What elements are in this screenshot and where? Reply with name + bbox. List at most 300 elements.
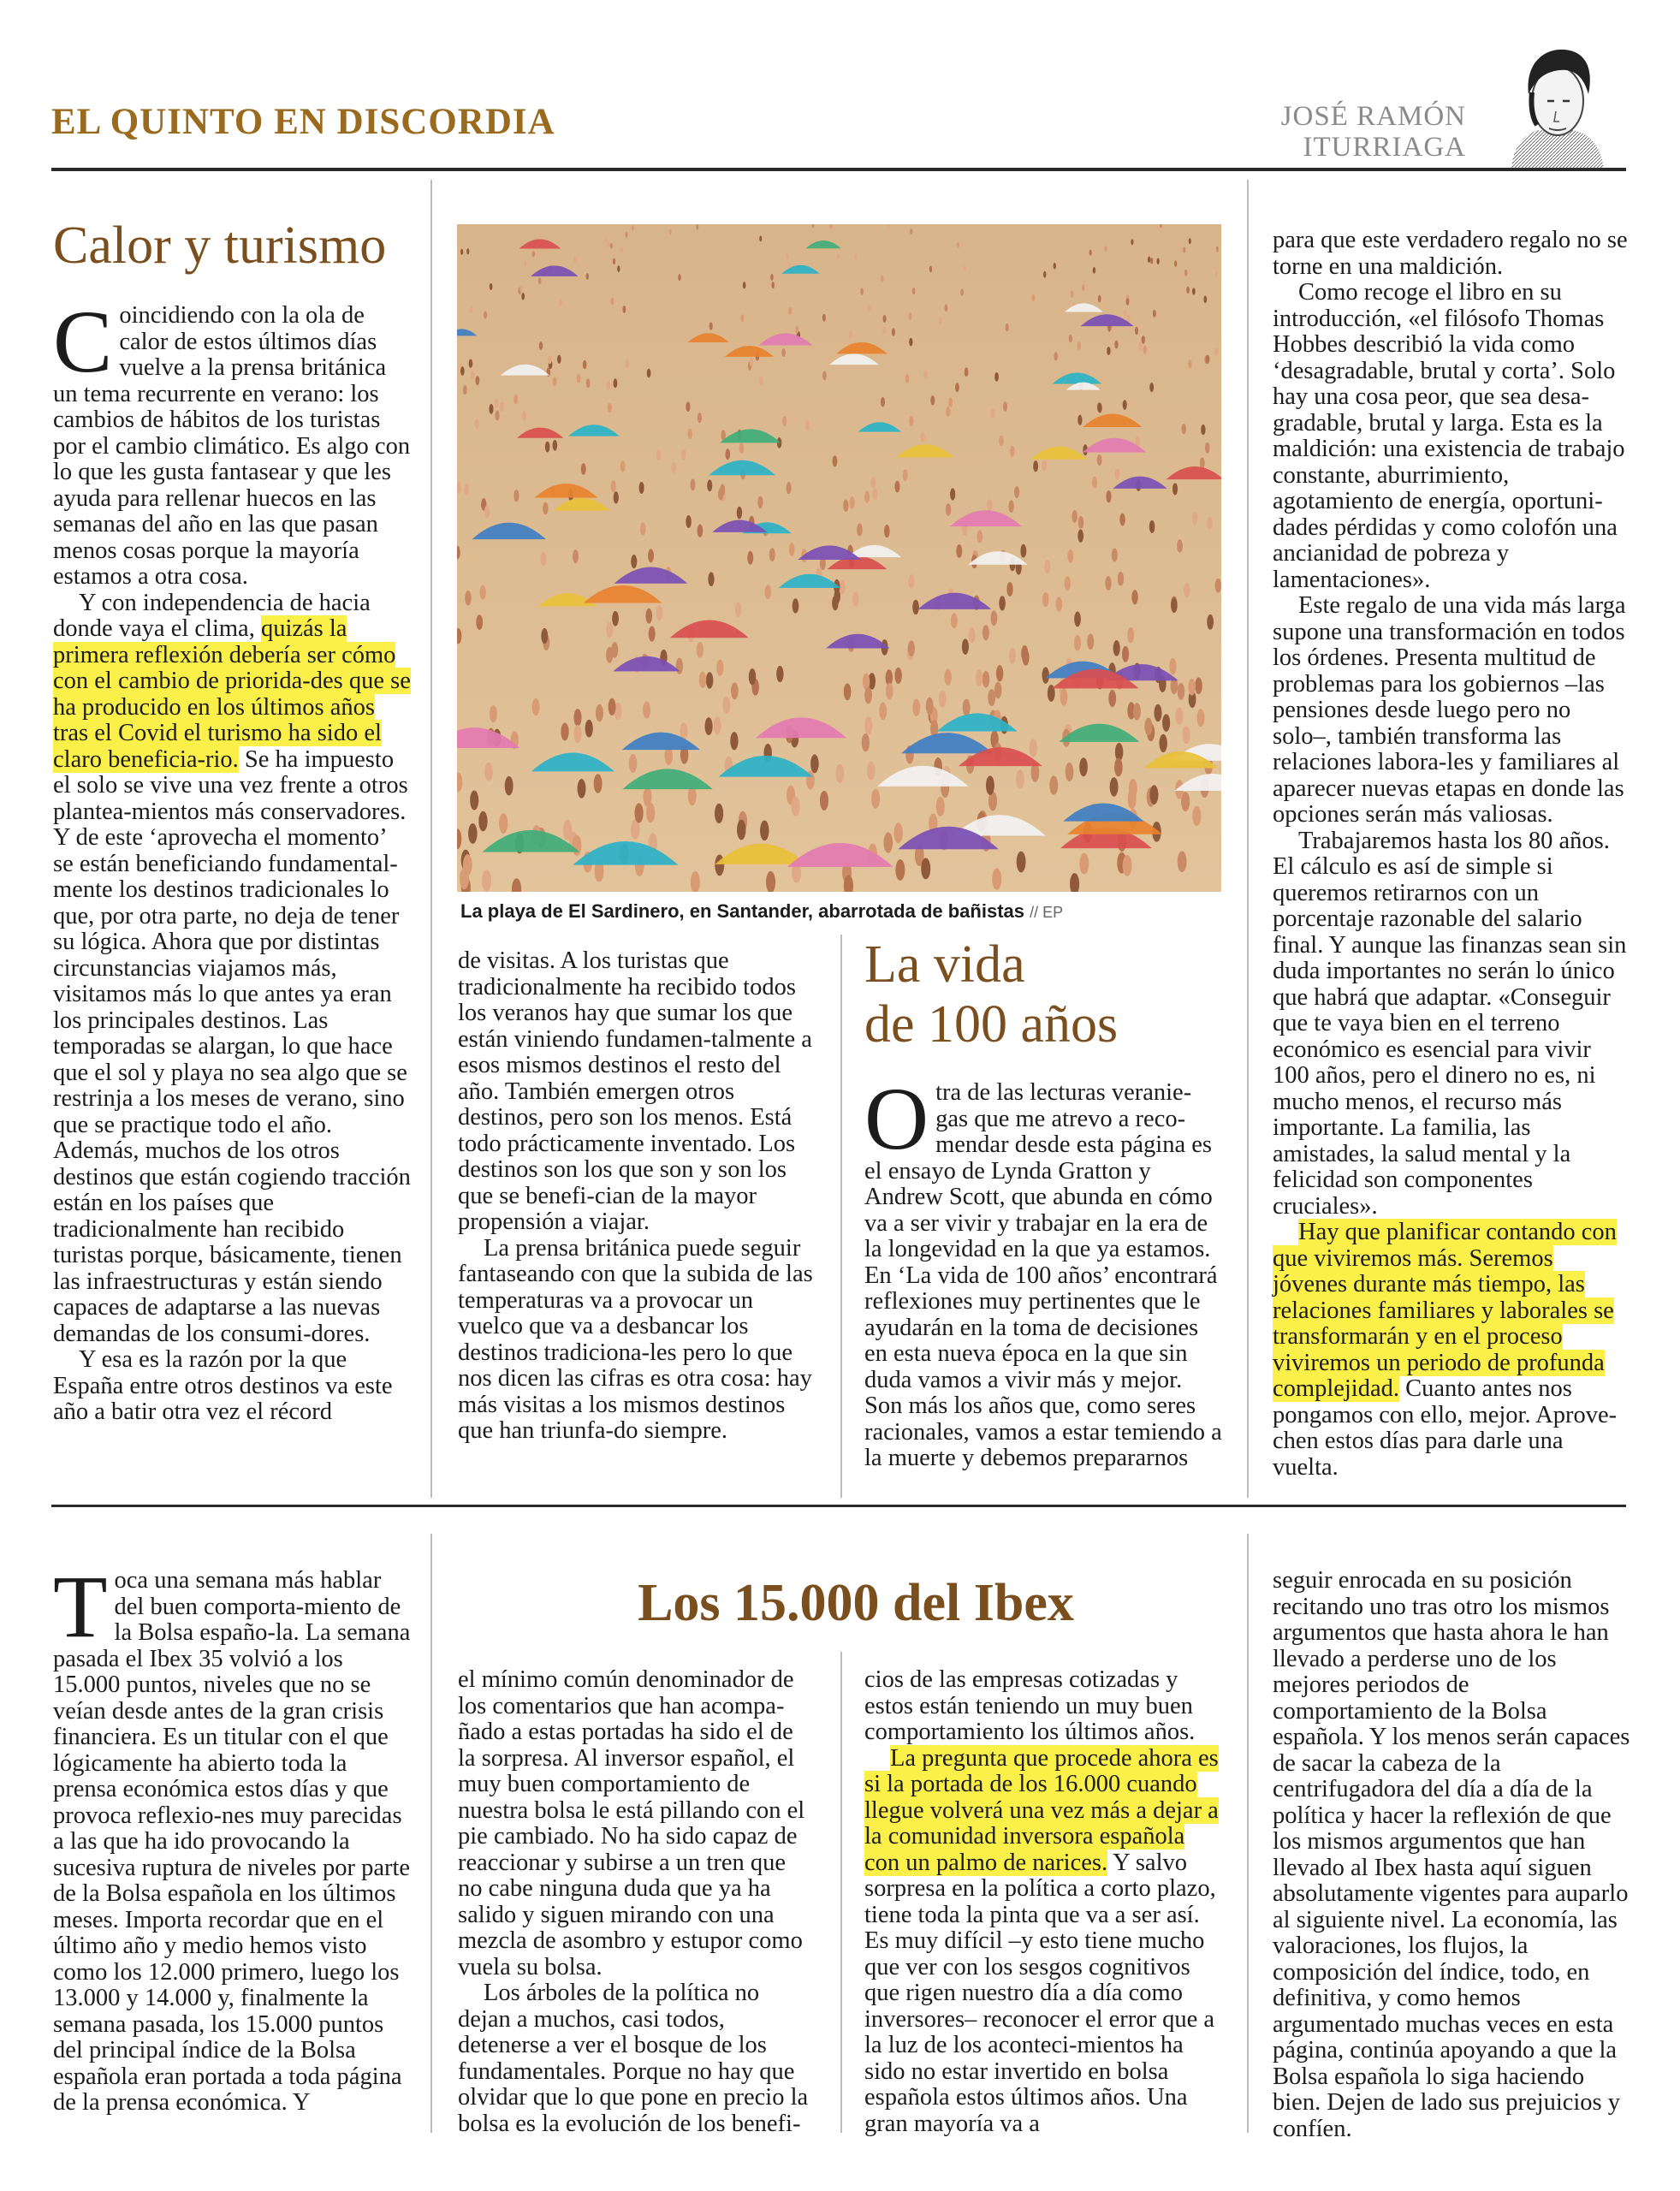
article3-paragraph: seguir enrocada en su posición recitando uno tras otro los mismos argumentos que hasta ahora le han llevado a perderse uno de los mejores periodos de comportamiento de la Bolsa española. Y los menos serán capaces de sacar la cabeza de la centrifugadora del día a día de la política y hacer la reflexión de que los mismos argumentos que han llevado al Ibex hasta aquí siguen absolutamente vigentes para auparlo al siguiente nivel. La economía, las valoraciones, los flujos, la composición del índice, todo, en definitiva, y como hemos argumentado muchas veces en esta página, continúa apoyando a que la Bolsa española lo siga haciendo bien. Dejen de lado sus prejuicios y confíen. xyxy=(1273,1567,1630,2142)
beachgoer-figure xyxy=(1127,314,1131,322)
beachgoer-figure xyxy=(706,672,714,689)
beachgoer-figure xyxy=(479,585,485,600)
beachgoer-figure xyxy=(936,797,945,816)
beachgoer-figure xyxy=(460,366,465,376)
beachgoer-figure xyxy=(1071,290,1074,297)
beachgoer-figure xyxy=(557,355,561,364)
beachgoer-figure xyxy=(1003,401,1007,412)
beachgoer-figure xyxy=(470,791,478,810)
beachgoer-figure xyxy=(1114,341,1118,349)
beachgoer-figure xyxy=(586,378,591,388)
beachgoer-figure xyxy=(521,293,525,300)
beachgoer-figure xyxy=(725,448,730,460)
beachgoer-figure xyxy=(522,411,526,421)
dropcap: O xyxy=(864,1070,929,1168)
beachgoer-figure xyxy=(505,776,513,796)
photo-caption xyxy=(460,900,1063,923)
beachgoer-figure xyxy=(864,491,870,503)
beachgoer-figure xyxy=(1149,785,1158,805)
beachgoer-figure xyxy=(610,243,613,249)
beachgoer-figure xyxy=(996,665,1003,681)
headline-la-vida-de-100-anos xyxy=(864,935,1118,1054)
beachgoer-figure xyxy=(946,407,950,417)
beachgoer-figure xyxy=(844,683,852,700)
beachgoer-figure xyxy=(620,460,626,472)
beachgoer-figure xyxy=(648,549,654,562)
beachgoer-figure xyxy=(1169,658,1176,674)
beachgoer-figure xyxy=(1215,579,1221,593)
article2-paragraph xyxy=(864,1070,1222,1472)
beachgoer-figure xyxy=(709,322,713,330)
column-divider xyxy=(1247,180,1249,1498)
beachgoer-figure xyxy=(1079,757,1088,776)
highlighted-text: quizás la primera reflexión debería ser cómo con el cambio de priorida-des que se ha producido en los últimos años tras el Covid el turismo ha sido el claro beneficia-rio. xyxy=(53,615,411,773)
beachgoer-figure xyxy=(686,401,690,412)
beachgoer-figure xyxy=(1072,510,1077,523)
beachgoer-figure xyxy=(1097,454,1102,466)
beachgoer-figure xyxy=(573,835,582,856)
article2-column1 xyxy=(864,1070,1222,1472)
caption-text: La playa de El Sardinero, en Santander, abarrotada de bañistas xyxy=(460,900,1025,922)
paragraph-text: oca una semana más hablar del buen comporta-miento de la Bolsa españo-la. La semana pasada el Ibex 35 volvió a los 15.000 puntos, niveles que no se veían desde antes de la gran crisis financiera. Es un titular con el que lógicamente ha abierto toda la prensa económica estos días y que provoca reflexio-nes muy parecidas a las que ha ido provocando la sucesiva ruptura de niveles por parte de la Bolsa española en los últimos meses. Importa recordar que en el último año y medio hemos visto como los 12.000 primero, luego los 13.000 y 14.000 y, finalmente la semana pasada, los 15.000 puntos del principal índice de la Bolsa española eran portada a toda página de la prensa económica. Y xyxy=(53,1567,411,2116)
beachgoer-figure xyxy=(843,499,848,511)
beachgoer-figure xyxy=(870,477,876,489)
beachgoer-figure xyxy=(1123,400,1127,410)
beachgoer-figure xyxy=(881,397,885,407)
beachgoer-figure xyxy=(822,314,826,322)
beachgoer-figure xyxy=(1160,734,1167,752)
beachgoer-figure xyxy=(646,803,655,822)
beachgoer-figure xyxy=(1069,335,1072,343)
beachgoer-figure xyxy=(987,499,992,511)
beachgoer-figure xyxy=(835,764,844,783)
column-divider xyxy=(1247,1534,1249,2133)
article2-paragraph: Este regalo de una vida más larga supone una transformación en todos los órdenes. Presenta multitud de problemas para los gobiernos –las pensiones desde luego pero no solo–, también transforma las relaciones labora-les y familiares al aparecer nuevas etapas en donde las opciones serán más valiosas. xyxy=(1273,592,1626,828)
beachgoer-figure xyxy=(776,666,783,682)
beachgoer-figure xyxy=(585,720,593,738)
beachgoer-figure xyxy=(893,822,902,843)
beachgoer-figure xyxy=(573,725,581,743)
beachgoer-figure xyxy=(1066,763,1074,781)
beachgoer-figure xyxy=(469,359,473,367)
beachgoer-figure xyxy=(787,482,792,494)
beachgoer-figure xyxy=(620,247,623,253)
column-divider xyxy=(840,1652,842,2133)
dropcap: T xyxy=(53,1558,108,1656)
beachgoer-figure xyxy=(1122,646,1129,662)
beachgoer-figure xyxy=(524,260,526,267)
beachgoer-figure xyxy=(594,774,603,793)
beachgoer-figure xyxy=(460,868,469,889)
beachgoer-figure xyxy=(930,395,935,405)
photo-credit: // EP xyxy=(1030,904,1064,921)
beachgoer-figure xyxy=(743,282,746,288)
beachgoer-figure xyxy=(611,480,616,492)
beachgoer-figure xyxy=(1074,635,1081,650)
beachgoer-figure xyxy=(871,789,880,809)
author-last-name: ITURRIAGA xyxy=(1303,132,1466,163)
beachgoer-figure xyxy=(1207,517,1213,530)
beachgoer-figure xyxy=(617,265,620,272)
beachgoer-figure xyxy=(1021,645,1028,662)
beachgoer-figure xyxy=(910,229,912,235)
beachgoer-figure xyxy=(513,395,518,404)
beachgoer-figure xyxy=(631,555,637,568)
beach-photo xyxy=(457,224,1221,892)
beachgoer-figure xyxy=(1189,238,1191,244)
beachgoer-figure xyxy=(920,431,924,442)
beachgoer-figure xyxy=(1042,592,1049,607)
article3-paragraph: el mínimo común denominador de los comentarios que han acompa-ñado a estas portadas ha sido el de la sorpresa. Al inversor español, el muy buen comportamiento de nuestra bolsa le está pillando con el pie cambiado. No ha sido capaz de reaccionar y subirse a un tren que no cabe ninguna duda que ya ha salido y siguen mirando con una mezcla de asombro y estupor como vuela su bolsa. xyxy=(458,1666,805,1980)
beachgoer-figure xyxy=(1184,583,1190,597)
beachgoer-figure xyxy=(1206,355,1209,364)
beachgoer-figure xyxy=(634,803,643,822)
beachgoer-figure xyxy=(1182,424,1186,434)
beachgoer-figure xyxy=(1042,667,1048,683)
beachgoer-figure xyxy=(839,580,845,595)
beachgoer-figure xyxy=(1149,520,1155,533)
beachgoer-figure xyxy=(629,754,638,773)
beachgoer-figure xyxy=(976,669,983,686)
beachgoer-figure xyxy=(1172,483,1178,495)
beachgoer-figure xyxy=(955,383,959,392)
beachgoer-figure xyxy=(1017,852,1026,873)
beachgoer-figure xyxy=(1115,468,1120,480)
beachgoer-figure xyxy=(468,823,477,844)
beachgoer-figure xyxy=(697,642,703,658)
beachgoer-figure xyxy=(484,763,493,781)
beachgoer-figure xyxy=(1178,683,1185,700)
beachgoer-figure xyxy=(1042,460,1047,471)
paragraph-text: Y con independencia de hacia donde vaya el clima, xyxy=(53,589,371,642)
beachgoer-figure xyxy=(1079,853,1089,875)
beachgoer-figure xyxy=(1009,648,1016,664)
beachgoer-figure xyxy=(903,470,908,482)
beachgoer-figure xyxy=(681,448,686,460)
article2-paragraph: para que este verdadero regalo no se torne en una maldición. xyxy=(1273,227,1628,280)
beachgoer-figure xyxy=(795,325,798,333)
beachgoer-figure xyxy=(982,625,989,640)
beachgoer-figure xyxy=(771,282,775,288)
beachgoer-figure xyxy=(632,225,634,231)
article3-paragraph xyxy=(53,1558,411,2117)
beachgoer-figure xyxy=(912,288,916,294)
beachgoer-figure xyxy=(731,682,739,699)
beachgoer-figure xyxy=(1010,446,1015,457)
beachgoer-figure xyxy=(950,488,955,500)
article2-paragraph xyxy=(1273,1220,1630,1481)
article1-paragraph: La prensa británica puede seguir fantaseando con que la subida de las temperaturas va a provocar un vuelco que va a desbancar los destinos tradiciona-les pero lo que nos dicen las cifras es otra cosa: hay más visitas a los mismos destinos que han triunfa-do siempre. xyxy=(458,1234,813,1444)
paragraph-text: tra de las lecturas veranie-gas que me atrevo a reco-mendar desde esta página es el ensayo de Lynda Gratton y Andrew Scott, que abunda en cómo va a ser vivir y trabajar en la era de la longevidad en la que ya estamos. En ‘La vida de 100 años’ encontrará reflexiones muy pertinentes que le ayudarán en la toma de decisiones en esta nueva época en la que sin duda vamos a vivir más y mejor. Son más los años que, como seres racionales, vamos a estar temiendo a la muerte y debemos prepararnos xyxy=(864,1079,1222,1471)
beachgoer-figure xyxy=(788,307,792,315)
beachgoer-figure xyxy=(895,859,905,881)
article1-paragraph: Y esa es la razón por la que España entre otros destinos va este año a batir otra vez el récord xyxy=(53,1346,393,1425)
beachgoer-figure xyxy=(622,306,626,313)
article1-column2 xyxy=(458,948,816,1445)
beachgoer-figure xyxy=(538,277,542,284)
beachgoer-figure xyxy=(909,416,913,426)
beachgoer-figure xyxy=(613,258,615,264)
column-divider xyxy=(430,1534,432,2133)
beachgoer-figure xyxy=(1148,256,1150,262)
beachgoer-figure xyxy=(656,449,662,460)
beachgoer-figure xyxy=(939,317,942,324)
beachgoer-figure xyxy=(1155,704,1162,721)
beachgoer-figure xyxy=(581,463,586,474)
headline-line: de 100 años xyxy=(864,995,1119,1054)
beachgoer-figure xyxy=(1106,490,1111,502)
beachgoer-figure xyxy=(854,254,857,260)
beachgoer-figure xyxy=(1123,855,1132,876)
beachgoer-figure xyxy=(1098,295,1101,303)
beachgoer-figure xyxy=(787,252,789,258)
beachgoer-figure xyxy=(759,377,763,386)
beachgoer-figure xyxy=(1082,284,1085,291)
beachgoer-figure xyxy=(482,870,491,891)
beachgoer-figure xyxy=(912,699,920,716)
beachgoer-figure xyxy=(1201,425,1205,435)
beachgoer-figure xyxy=(715,854,724,876)
article3-paragraph: Los árboles de la política no dejan a muchos, casi todos, detenerse a ver el bosque de los fundamentales. Porque no hay que olvidar que lo que pone en precio la bolsa es la evolución de los benefi- xyxy=(458,1980,809,2137)
beachgoer-figure xyxy=(769,548,775,561)
beachgoer-figure xyxy=(969,627,976,643)
beachgoer-figure xyxy=(541,552,547,566)
beachgoer-figure xyxy=(781,348,785,357)
beachgoer-figure xyxy=(1171,598,1178,613)
beachgoer-figure xyxy=(1205,442,1210,454)
beachgoer-figure xyxy=(1215,271,1218,278)
beachgoer-figure xyxy=(1049,775,1058,795)
beachgoer-figure xyxy=(792,797,800,816)
beachgoer-figure xyxy=(1112,549,1118,562)
beachgoer-figure xyxy=(1108,690,1116,707)
beachgoer-figure xyxy=(881,276,883,282)
beachgoer-figure xyxy=(999,436,1004,447)
beachgoer-figure xyxy=(573,709,581,727)
beachgoer-figure xyxy=(561,722,568,740)
beachgoer-figure xyxy=(1043,271,1046,278)
beachgoer-figure xyxy=(574,257,577,263)
beachgoer-figure xyxy=(605,237,608,243)
beachgoer-figure xyxy=(532,251,535,257)
beachgoer-figure xyxy=(484,506,490,519)
beachgoer-figure xyxy=(749,668,756,685)
beachgoer-figure xyxy=(1114,757,1123,776)
beachgoer-figure xyxy=(546,368,550,377)
beachgoer-figure xyxy=(1030,739,1037,757)
beachgoer-figure xyxy=(611,642,618,658)
beachgoer-figure xyxy=(1077,415,1082,425)
article3-paragraph: cios de las empresas cotizadas y estos están teniendo un muy buen comportamiento los últimos años. xyxy=(864,1666,1196,1745)
beachgoer-figure xyxy=(1074,612,1081,627)
beachgoer-figure xyxy=(1175,707,1183,725)
beachgoer-figure xyxy=(1110,777,1119,797)
beachgoer-figure xyxy=(822,371,827,380)
beachgoer-figure xyxy=(1087,634,1094,650)
section-title: EL QUINTO EN DISCORDIA xyxy=(51,102,555,142)
beachgoer-figure xyxy=(1056,597,1063,611)
column-divider xyxy=(430,180,432,1498)
beachgoer-figure xyxy=(647,369,651,378)
beachgoer-figure xyxy=(640,522,646,535)
article3-column2 xyxy=(458,1667,816,2137)
beachgoer-figure xyxy=(852,591,859,606)
beachgoer-figure xyxy=(626,359,630,368)
beachgoer-figure xyxy=(608,403,612,413)
beachgoer-figure xyxy=(1107,347,1110,355)
beachgoer-figure xyxy=(990,408,994,419)
beachgoer-figure xyxy=(513,490,519,502)
beachgoer-figure xyxy=(475,376,479,385)
beachgoer-figure xyxy=(1139,341,1143,350)
paragraph-text: Cuanto antes nos pongamos con ello, mejor. Aprove-chen estos días para darle una vuelta. xyxy=(1273,1375,1618,1481)
beachgoer-figure xyxy=(909,338,912,347)
beachgoer-figure xyxy=(687,429,692,439)
beachgoer-figure xyxy=(912,600,919,615)
beachgoer-figure xyxy=(882,326,886,334)
beachgoer-figure xyxy=(716,660,723,676)
beachgoer-figure xyxy=(478,811,487,832)
beachgoer-figure xyxy=(545,442,550,453)
beachgoer-figure xyxy=(1216,246,1219,252)
beachgoer-figure xyxy=(894,668,901,684)
beachgoer-figure xyxy=(1127,627,1134,643)
headline-los-15000-del-ibex: Los 15.000 del Ibex xyxy=(638,1574,1074,1632)
beachgoer-figure xyxy=(563,820,572,840)
beachgoer-figure xyxy=(1054,352,1057,360)
beachgoer-figure xyxy=(740,314,744,322)
beachgoer-figure xyxy=(1162,714,1170,732)
article2-column2 xyxy=(1273,228,1630,1481)
beachgoer-figure xyxy=(991,610,998,626)
beachgoer-figure xyxy=(1016,769,1024,788)
beachgoer-figure xyxy=(460,249,463,255)
beachgoer-figure xyxy=(1192,512,1197,525)
beachgoer-figure xyxy=(1008,500,1013,513)
beachgoer-figure xyxy=(789,543,795,556)
beachgoer-figure xyxy=(614,378,618,388)
article1-paragraph xyxy=(53,293,411,591)
beachgoer-figure xyxy=(849,496,854,508)
beachgoer-figure xyxy=(470,306,473,313)
author-name xyxy=(1281,101,1466,163)
beachgoer-figure xyxy=(553,377,557,386)
beachgoer-figure xyxy=(962,638,969,655)
beachgoer-figure xyxy=(963,699,971,716)
beachgoer-figure xyxy=(923,370,928,379)
beachgoer-figure xyxy=(484,312,487,319)
beachgoer-figure xyxy=(757,496,763,508)
beachgoer-figure xyxy=(1174,260,1177,267)
beachgoer-figure xyxy=(951,613,958,628)
highlighted-text: La pregunta que procede ahora es si la portada de los 16.000 cuando llegue volverá una vez más a dejar a la comunidad inversora española con un palmo de narices. xyxy=(864,1744,1219,1876)
header-rule xyxy=(51,168,1626,171)
beachgoer-figure xyxy=(671,462,676,473)
beachgoer-figure xyxy=(864,686,872,704)
beachgoer-figure xyxy=(553,440,558,451)
beachgoer-figure xyxy=(676,658,683,674)
beachgoer-figure xyxy=(1207,615,1214,630)
beachgoer-figure xyxy=(1183,247,1185,253)
beachgoer-figure xyxy=(908,640,915,656)
beachgoer-figure xyxy=(489,404,493,414)
author-portrait xyxy=(1487,41,1624,169)
beachgoer-figure xyxy=(494,399,498,409)
beachgoer-figure xyxy=(583,360,587,369)
beachgoer-figure xyxy=(1006,324,1009,331)
beachgoer-figure xyxy=(1153,310,1156,318)
beachgoer-figure xyxy=(964,265,966,272)
beachgoer-figure xyxy=(1144,718,1152,736)
beachgoer-figure xyxy=(1214,347,1218,356)
beachgoer-figure xyxy=(867,305,870,312)
beachgoer-figure xyxy=(977,530,982,543)
beachgoer-figure xyxy=(1078,516,1084,529)
beachgoer-figure xyxy=(1067,549,1073,563)
beachgoer-figure xyxy=(1065,576,1071,591)
beachgoer-figure xyxy=(926,698,934,715)
paragraph-text: Y salvo sorpresa en la política a corto plazo, tiene toda la pinta que va a ser así. Es muy difícil –y esto tiene mucho que ver con los sesgos cognitivos que rigen nuestro día a día como inversores– reconocer el error que a la luz de los aconteci-mientos ha sido no estar invertido en bolsa española estos últimos años. Una gran mayoría va a xyxy=(864,1849,1216,2137)
beachgoer-figure xyxy=(908,574,914,589)
beachgoer-figure xyxy=(929,266,932,273)
article3-column3 xyxy=(864,1667,1222,2137)
beachgoer-figure xyxy=(1105,246,1107,252)
beachgoer-figure xyxy=(862,733,870,751)
beachgoer-figure xyxy=(860,288,864,294)
beachgoer-figure xyxy=(1149,383,1154,392)
beachgoer-figure xyxy=(765,585,771,599)
beachgoer-figure xyxy=(884,525,890,537)
article1-paragraph xyxy=(53,591,411,1348)
beachgoer-figure xyxy=(1098,403,1102,413)
beachgoer-figure xyxy=(739,442,745,454)
paragraph-text: oincidiendo con la ola de calor de estos últimos días vuelve a la prensa británica un tema recurrente en verano: los cambios de hábitos de los turistas por el cambio climático. Es algo con lo que les gusta fantasear y que les ayuda para rellenar huecos en las semanas del año en las que pasan menos cosas porque la mayoría estamos a otra cosa. xyxy=(53,302,411,590)
beachgoer-figure xyxy=(1178,851,1187,872)
beachgoer-figure xyxy=(723,697,731,714)
beachgoer-figure xyxy=(837,252,840,258)
author-first-name: JOSÉ RAMÓN xyxy=(1280,101,1466,132)
beachgoer-figure xyxy=(1124,309,1127,317)
beachgoer-figure xyxy=(656,605,663,620)
paragraph-text: Se ha impuesto el solo se vive una vez frente a otros plantea-mientos más conservadores. Y de este ‘aprovecha el momento’ se están beneficiando fundamental-mente los destinos tradicionales lo que, por otra parte, no deja de tener su lógica. Ahora que por distintas circunstancias viajamos más, visitamos más lo que antes ya eran los principales destinos. Las temporadas se alargan, lo que hace que el sol y playa no sea algo que se restrinja a los meses de verano, sino que se practique todo el año. Además, muchos de los otros destinos que están cogiendo tracción están en los países que tradicionalmente han recibido turistas porque, básicamente, tienen las infraestructuras y están siendo capaces de adaptarse a las nuevas demandas de los consumi-dores. xyxy=(53,745,411,1347)
beachgoer-figure xyxy=(1197,709,1205,727)
beachgoer-figure xyxy=(1203,296,1207,304)
beachgoer-figure xyxy=(1177,539,1183,553)
beachgoer-figure xyxy=(1119,514,1125,526)
beachgoer-figure xyxy=(608,698,616,715)
beachgoer-figure xyxy=(864,716,872,734)
beachgoer-figure xyxy=(1195,677,1202,694)
beachgoer-figure xyxy=(1092,477,1097,489)
beachgoer-figure xyxy=(1150,258,1153,264)
beachgoer-figure xyxy=(782,416,787,426)
beachgoer-figure xyxy=(1077,530,1083,543)
beachgoer-figure xyxy=(715,804,723,823)
beachgoer-figure xyxy=(939,691,947,708)
beachgoer-figure xyxy=(466,248,469,254)
beachgoer-figure xyxy=(867,762,876,781)
beachgoer-figure xyxy=(639,482,644,494)
beachgoer-figure xyxy=(986,775,994,795)
beachgoer-figure xyxy=(548,355,552,364)
headline-line: La vida xyxy=(864,935,1025,994)
beachgoer-figure xyxy=(1113,640,1120,656)
beachgoer-figure xyxy=(578,779,586,799)
beachgoer-figure xyxy=(1126,298,1130,306)
beachgoer-figure xyxy=(490,283,493,290)
beachgoer-figure xyxy=(1006,582,1012,597)
dropcap: C xyxy=(53,293,113,391)
